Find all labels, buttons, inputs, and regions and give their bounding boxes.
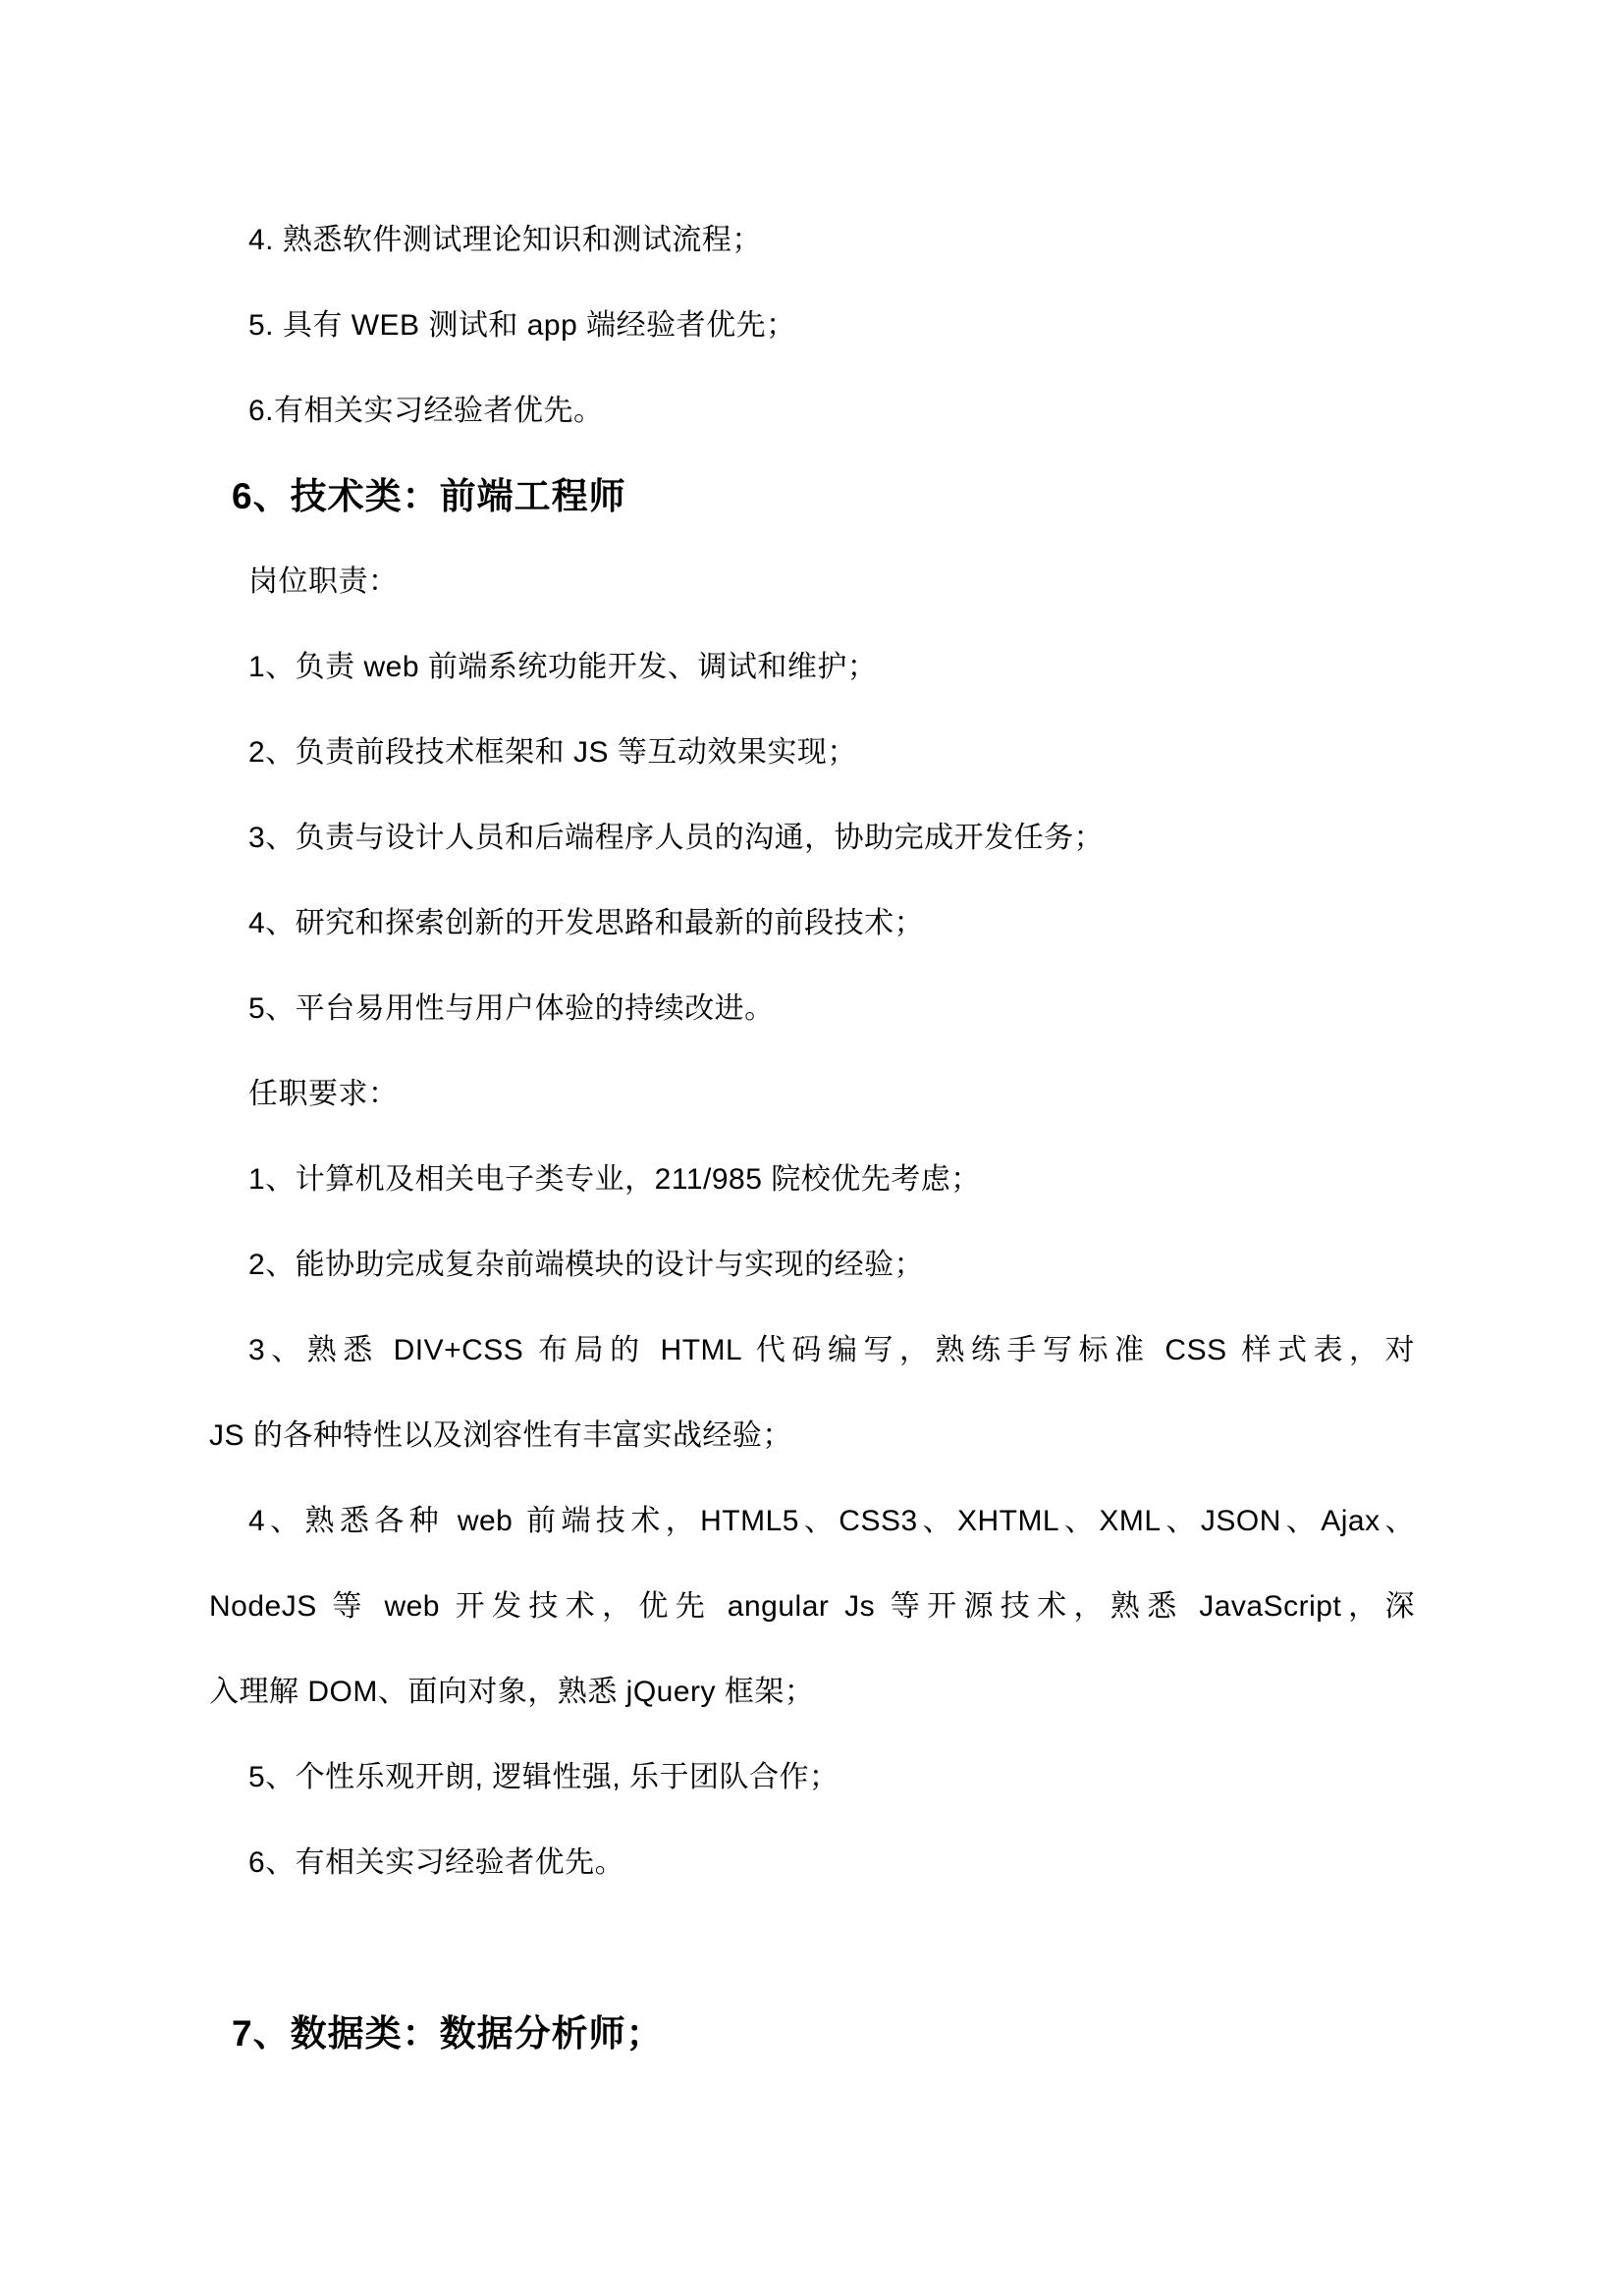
paragraph-line: 5、个性乐观开朗, 逻辑性强, 乐于团队合作；: [248, 1761, 839, 1793]
paragraph-line: NodeJS 等 web 开发技术，优先 angular Js 等开源技术，熟悉 JavaScript，深: [209, 1590, 1415, 1623]
paragraph-line: 5、平台易用性与用户体验的持续改进。: [248, 992, 775, 1025]
paragraph-line: 任职要求：: [248, 1078, 399, 1110]
section-heading: 7、数据类：数据分析师；: [232, 2013, 664, 2054]
paragraph-line: 1、负责 web 前端系统功能开发、调试和维护；: [248, 651, 878, 683]
paragraph-line: JS 的各种特性以及浏容性有丰富实战经验；: [209, 1419, 792, 1452]
paragraph-line: 6.有相关实习经验者优先。: [248, 395, 604, 427]
paragraph-line: 4. 熟悉软件测试理论知识和测试流程；: [248, 224, 762, 256]
paragraph-line: 2、负责前段技术框架和 JS 等互动效果实现；: [248, 736, 857, 769]
paragraph-line: 4、熟悉各种 web 前端技术，HTML5、CSS3、XHTML、XML、JSON、Ajax、: [248, 1505, 1415, 1537]
paragraph-line: 6、有相关实习经验者优先。: [248, 1846, 625, 1879]
paragraph-line: 1、计算机及相关电子类专业，211/985 院校优先考虑；: [248, 1163, 981, 1196]
paragraph-line: 3、熟悉 DIV+CSS 布局的 HTML 代码编写，熟练手写标准 CSS 样式表，对: [248, 1334, 1415, 1366]
paragraph-line: 4、研究和探索创新的开发思路和最新的前段技术；: [248, 907, 925, 939]
paragraph-line: 2、能协助完成复杂前端模块的设计与实现的经验；: [248, 1249, 925, 1281]
section-heading: 6、技术类：前端工程师: [232, 476, 626, 516]
document-content: [209, 197, 1415, 2076]
paragraph-line: 岗位职责：: [248, 565, 399, 598]
paragraph-line: 5. 具有 WEB 测试和 app 端经验者优先；: [248, 309, 796, 342]
blank-line: [209, 1905, 1415, 1991]
paragraph-line: 入理解 DOM、面向对象，熟悉 jQuery 框架；: [209, 1676, 815, 1708]
paragraph-line: 3、负责与设计人员和后端程序人员的沟通，协助完成开发任务；: [248, 822, 1105, 854]
